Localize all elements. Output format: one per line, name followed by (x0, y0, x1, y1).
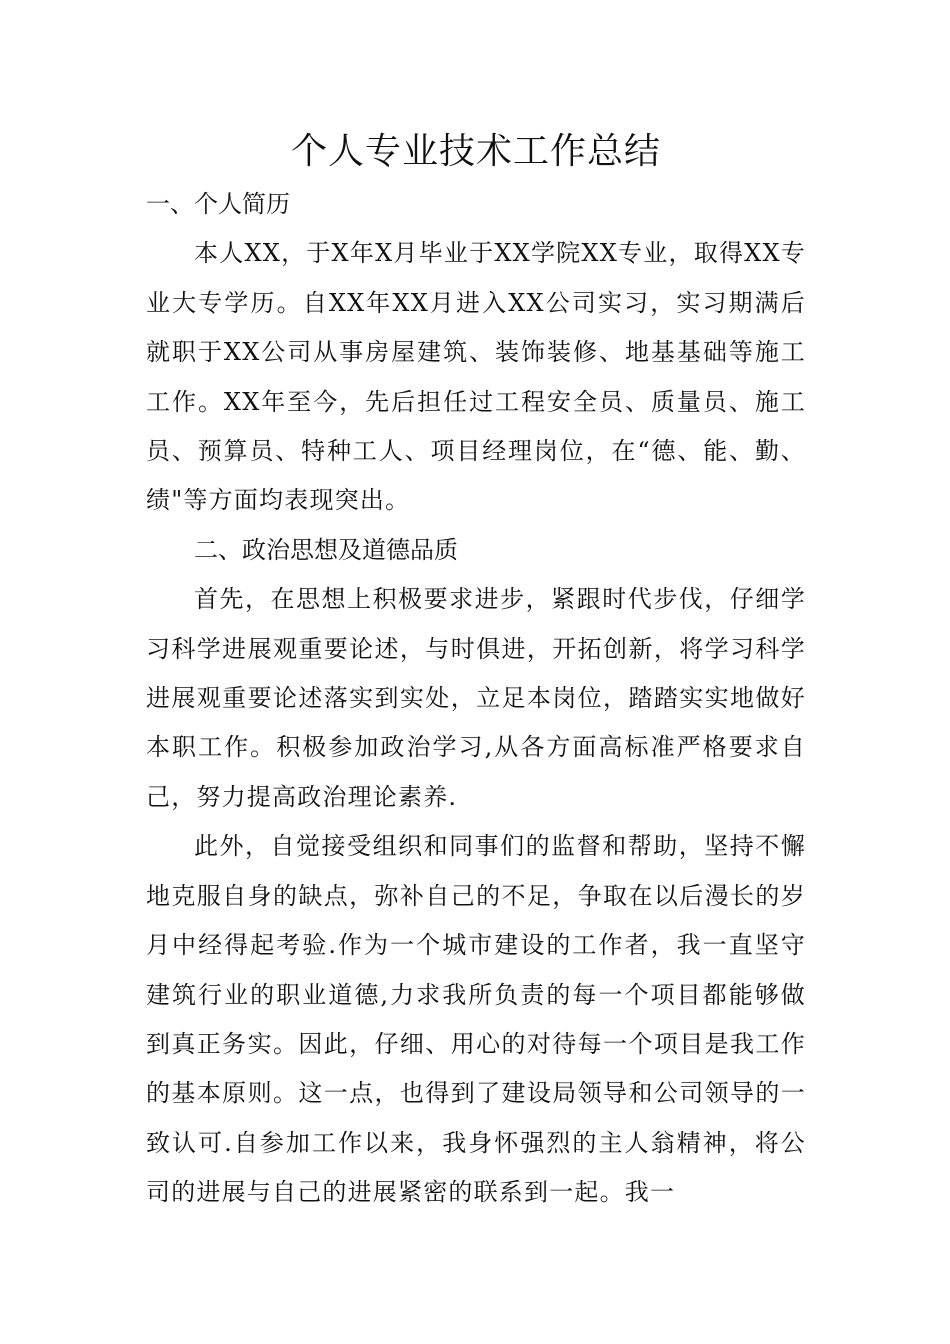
document-title: 个人专业技术工作总结 (290, 131, 661, 172)
section-heading-resume: 一、个人简历 (146, 190, 290, 218)
document-page (146, 128, 806, 1218)
paragraph-political-2: 此外，自觉接受组织和同事们的监督和帮助，坚持不懈地克服自身的缺点，弥补自己的不足，争取在以后漫长的岁月中经得起考验.作为一个城市建设的工作者，我一直坚守建筑行业的职业道德,力求我所负责的每一个项目都能够做到真正务实。因此，仔细、用心的对待每一个项目是我工作的基本原则。这一点，也得到了建设局领导和公司领导的一致认可.自参加工作以来，我身怀强烈的主人翁精神，将公司的进展与自己的进展紧密的联系到一起。我一 (146, 832, 806, 1207)
section-heading-political: 二、政治思想及道德品质 (194, 535, 458, 564)
paragraph-resume: 本人XX，于X年X月毕业于XX学院XX专业，取得XX专业大专学历。自XX年XX月进入XX公司实习，实习期满后就职于XX公司从事房屋建筑、装饰装修、地基基础等施工工作。XX年至今，先后担任过工程安全员、质量员、施工员、预算员、特种工人、项目经理岗位，在“德、能、勤、绩"等方面均表现突出。 (146, 239, 806, 515)
paragraph-political-1: 首先，在思想上积极要求进步，紧跟时代步伐，仔细学习科学进展观重要论述，与时俱进，开拓创新，将学习科学进展观重要论述落实到实处，立足本岗位，踏踏实实地做好本职工作。积极参加政治学习,从各方面高标准严格要求自己，努力提高政治理论素养. (146, 585, 806, 811)
